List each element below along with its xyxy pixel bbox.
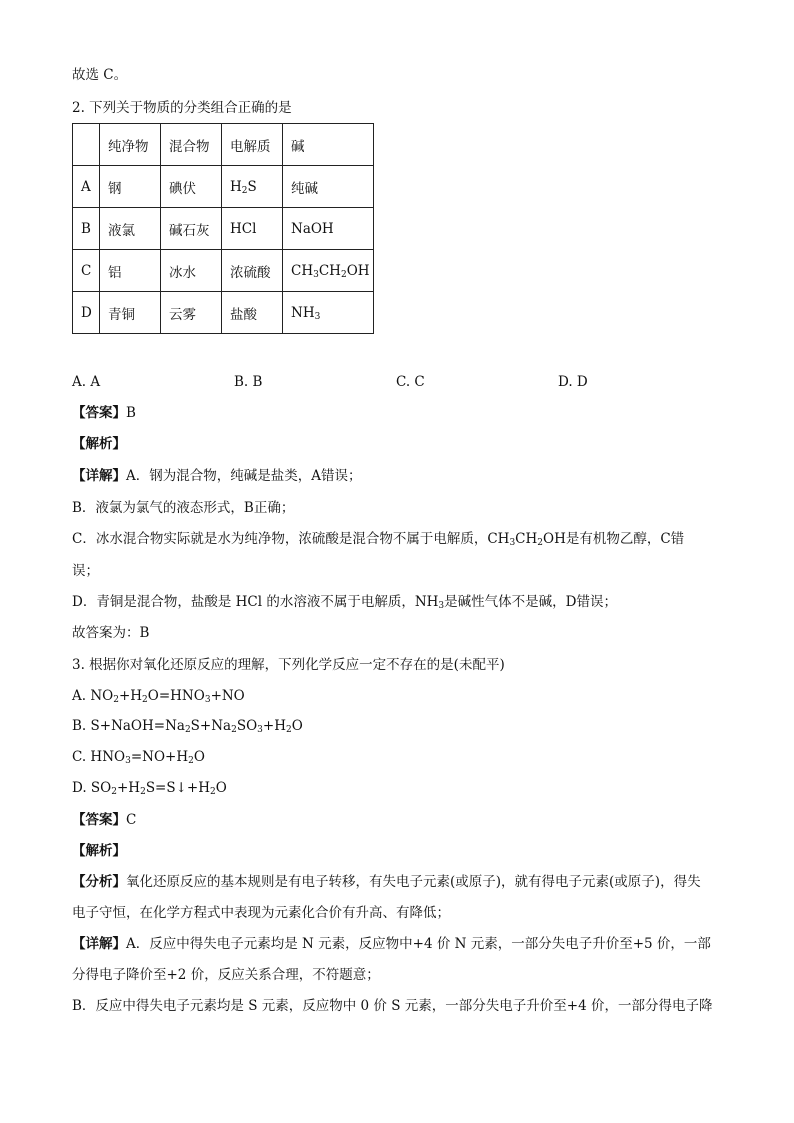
option-d: D. D — [558, 374, 588, 390]
question-3-stem: 3. 根据你对氧化还原反应的理解，下列化学反应一定不存在的是(未配平) — [72, 657, 505, 673]
analysis-heading: 【解析】 — [72, 436, 126, 452]
table-cell: $NH_3$ — [283, 292, 374, 334]
table-cell: 浓硫酸 — [222, 250, 283, 292]
detail-c-cont: 误； — [72, 563, 99, 579]
table-cell: 冰水 — [161, 250, 222, 292]
table-cell: 铝 — [100, 250, 161, 292]
table-cell — [73, 124, 100, 166]
row-label: C — [73, 250, 100, 292]
row-label: B — [73, 208, 100, 250]
q3-option-d: D. $SO_2+H_2S=S↓+H_2O$ — [72, 780, 227, 797]
detail-a: 【详解】A．钢为混合物，纯碱是盐类，A错误； — [72, 468, 362, 484]
row-label: D — [73, 292, 100, 334]
table-row — [73, 292, 374, 334]
table-cell: $H_2S$ — [222, 166, 283, 208]
table-cell: 碘伏 — [161, 166, 222, 208]
table-cell: HCl — [222, 208, 283, 250]
row-label: A — [73, 166, 100, 208]
table-cell: 碱石灰 — [161, 208, 222, 250]
q3-option-b: B. $S+NaOH=Na_2S+Na_2SO_3+H_2O$ — [72, 718, 303, 735]
q3-fenxi-2: 电子守恒，在化学方程式中表现为元素化合价有升高、有降低； — [72, 905, 450, 921]
table-header: 混合物 — [161, 124, 222, 166]
q3-detail-a-1: 【详解】A．反应中得失电子元素均是 N 元素，反应物中+4 价 N 元素，一部分失电子升价至+5 价，一部 — [72, 936, 711, 952]
q3-option-c: C. $HNO_3=NO+H_2O$ — [72, 749, 205, 766]
table-cell: 盐酸 — [222, 292, 283, 334]
option-b: B. B — [234, 374, 263, 390]
option-a: A. A — [72, 374, 101, 390]
table-header: 碱 — [283, 124, 374, 166]
classification-table — [72, 123, 374, 334]
table-header: 电解质 — [222, 124, 283, 166]
table-cell: NaOH — [283, 208, 374, 250]
prev-conclusion: 故选 C。 — [72, 67, 128, 83]
q3-detail-a-2: 分得电子降价至+2 价，反应关系合理，不符题意； — [72, 967, 380, 983]
detail-b: B．液氯为氯气的液态形式，B正确； — [72, 500, 295, 516]
table-row — [73, 250, 374, 292]
table-cell: 云雾 — [161, 292, 222, 334]
table-row — [73, 166, 374, 208]
table-cell: 纯碱 — [283, 166, 374, 208]
table-header: 纯净物 — [100, 124, 161, 166]
table-header-row — [73, 124, 374, 166]
q3-option-a: A. $NO_2+H_2O=HNO_3+NO$ — [72, 688, 245, 705]
table-cell: 青铜 — [100, 292, 161, 334]
option-c: C. C — [396, 374, 425, 390]
conclusion: 故答案为：B — [72, 625, 150, 641]
question-2-stem: 2. 下列关于物质的分类组合正确的是 — [72, 100, 292, 116]
table-cell: 钢 — [100, 166, 161, 208]
q3-analysis-heading: 【解析】 — [72, 843, 126, 859]
table-cell: $CH_3CH_2OH$ — [283, 250, 374, 292]
q3-answer-line: 【答案】C — [72, 812, 137, 828]
q3-detail-b-1: B．反应中得失电子元素均是 S 元素，反应物中 0 价 S 元素，一部分失电子升价至+4 价，一部分得电子降 — [72, 998, 713, 1014]
table-cell: 液氯 — [100, 208, 161, 250]
table-row — [73, 208, 374, 250]
detail-d: D．青铜是混合物，盐酸是 HCl 的水溶液不属于电解质，$NH_3$是碱性气体不是碱，D错误； — [72, 594, 617, 611]
answer-line: 【答案】B — [72, 405, 136, 421]
detail-c: C．冰水混合物实际就是水为纯净物，浓硫酸是混合物不属于电解质，$CH_3CH_2OH$是有机物乙醇，C错 — [72, 531, 685, 548]
q3-fenxi-1: 【分析】氧化还原反应的基本规则是有电子转移，有失电子元素(或原子)，就有得电子元素(或原子)，得失 — [72, 874, 701, 890]
